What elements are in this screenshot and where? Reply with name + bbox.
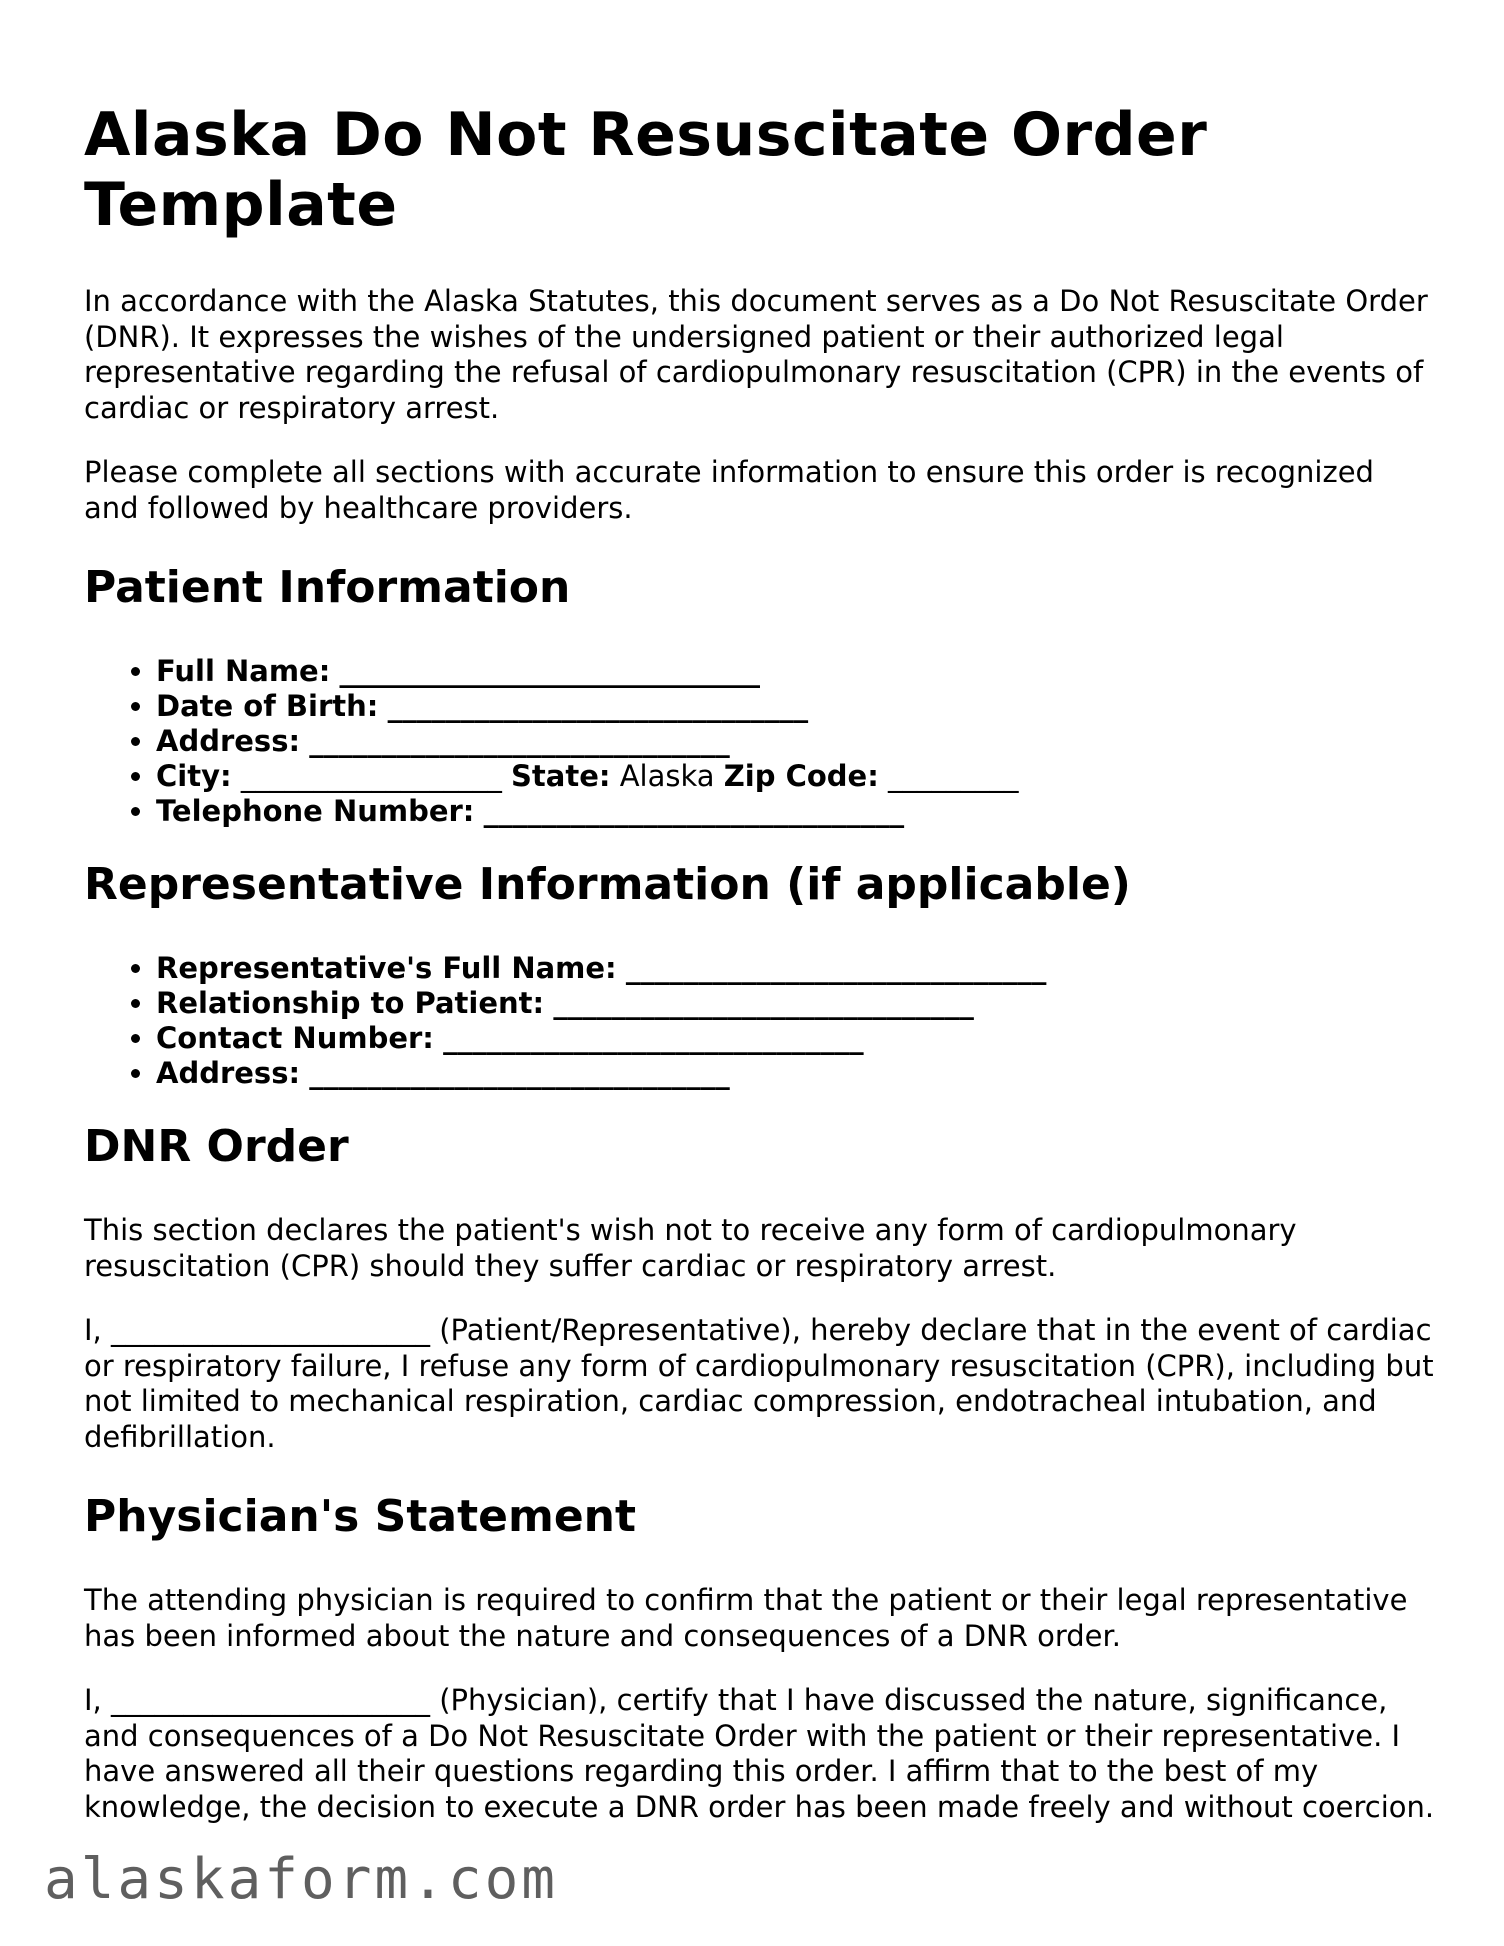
state-label: State: bbox=[511, 759, 611, 793]
list-item bbox=[156, 759, 1436, 794]
full-name-blank[interactable]: _____________________________ bbox=[339, 654, 761, 688]
list-item bbox=[156, 689, 1436, 724]
dob-label: Date of Birth: bbox=[156, 689, 379, 723]
city-label: City: bbox=[156, 759, 232, 793]
patient-fields-list bbox=[84, 654, 1436, 829]
list-item bbox=[156, 794, 1436, 829]
dnr-paragraph-2: I, ______________________ (Patient/Representative), hereby declare that in the event of cardiac or respiratory failure, I refuse any form of cardiopulmonary resuscitation (CPR), including but not limited to mechanical respiration, cardiac compression, endotracheal intubation, and defibrillation. bbox=[84, 1313, 1434, 1454]
page-title: Alaska Do Not Resuscitate Order Template bbox=[84, 100, 1208, 240]
rep-address-blank[interactable]: _____________________________ bbox=[309, 1056, 730, 1090]
rep-address-label: Address: bbox=[156, 1056, 301, 1090]
list-item bbox=[156, 986, 1436, 1021]
physician-paragraph-1: The attending physician is required to confirm that the patient or their legal representative has been informed about the nature and consequences of a DNR order. bbox=[84, 1583, 1408, 1653]
rep-name-label: Representative's Full Name: bbox=[156, 951, 617, 985]
full-name-label: Full Name: bbox=[156, 654, 331, 688]
address-blank[interactable]: _____________________________ bbox=[309, 724, 730, 758]
rep-name-blank[interactable]: _____________________________ bbox=[625, 951, 1047, 985]
phone-label: Telephone Number: bbox=[156, 794, 475, 828]
zip-blank[interactable]: _________ bbox=[888, 759, 1019, 793]
city-blank[interactable]: __________________ bbox=[240, 759, 502, 793]
dnr-paragraph-1: This section declares the patient's wish not to receive any form of cardiopulmonary resuscitation (CPR) should they suffer cardiac or respiratory arrest. bbox=[84, 1213, 1297, 1283]
list-item bbox=[156, 724, 1436, 759]
representative-fields-list bbox=[84, 951, 1436, 1091]
relationship-blank[interactable]: _____________________________ bbox=[553, 986, 974, 1020]
physician-paragraph-2: I, ______________________ (Physician), certify that I have discussed the nature, significance, and consequences of a Do Not Resuscitate Order with the patient or their representative. I have answered all their questions regarding this order. I affirm that to the best of my knowledge, the decision to execute a DNR order has been made freely and without coercion. bbox=[84, 1683, 1435, 1824]
representative-section-heading: Representative Information (if applicable) bbox=[84, 859, 1131, 910]
intro-paragraph-1: In accordance with the Alaska Statutes, this document serves as a Do Not Resuscitate Order (DNR). It expresses the wishes of the undersigned patient or their authorized legal representative regarding the refusal of cardiopulmonary resuscitation (CPR) in the events of cardiac or respiratory arrest. bbox=[84, 284, 1428, 425]
list-item bbox=[156, 1056, 1436, 1091]
list-item bbox=[156, 1021, 1436, 1056]
relationship-label: Relationship to Patient: bbox=[156, 986, 545, 1020]
contact-blank[interactable]: _____________________________ bbox=[443, 1021, 864, 1055]
zip-label: Zip Code: bbox=[723, 759, 879, 793]
intro-paragraph-2: Please complete all sections with accurate information to ensure this order is recognized and followed by healthcare providers. bbox=[84, 455, 1374, 525]
patient-section-heading: Patient Information bbox=[84, 562, 571, 613]
dnr-section-heading: DNR Order bbox=[84, 1121, 349, 1172]
phone-blank[interactable]: _____________________________ bbox=[483, 794, 905, 828]
address-label: Address: bbox=[156, 724, 301, 758]
list-item bbox=[156, 654, 1436, 689]
physician-section-heading: Physician's Statement bbox=[84, 1491, 637, 1542]
list-item bbox=[156, 951, 1436, 986]
state-value: Alaska bbox=[619, 759, 715, 793]
watermark: alaskaform.com bbox=[44, 1847, 559, 1912]
document-page bbox=[84, 100, 1436, 1854]
contact-label: Contact Number: bbox=[156, 1021, 434, 1055]
dob-blank[interactable]: _____________________________ bbox=[387, 689, 809, 723]
